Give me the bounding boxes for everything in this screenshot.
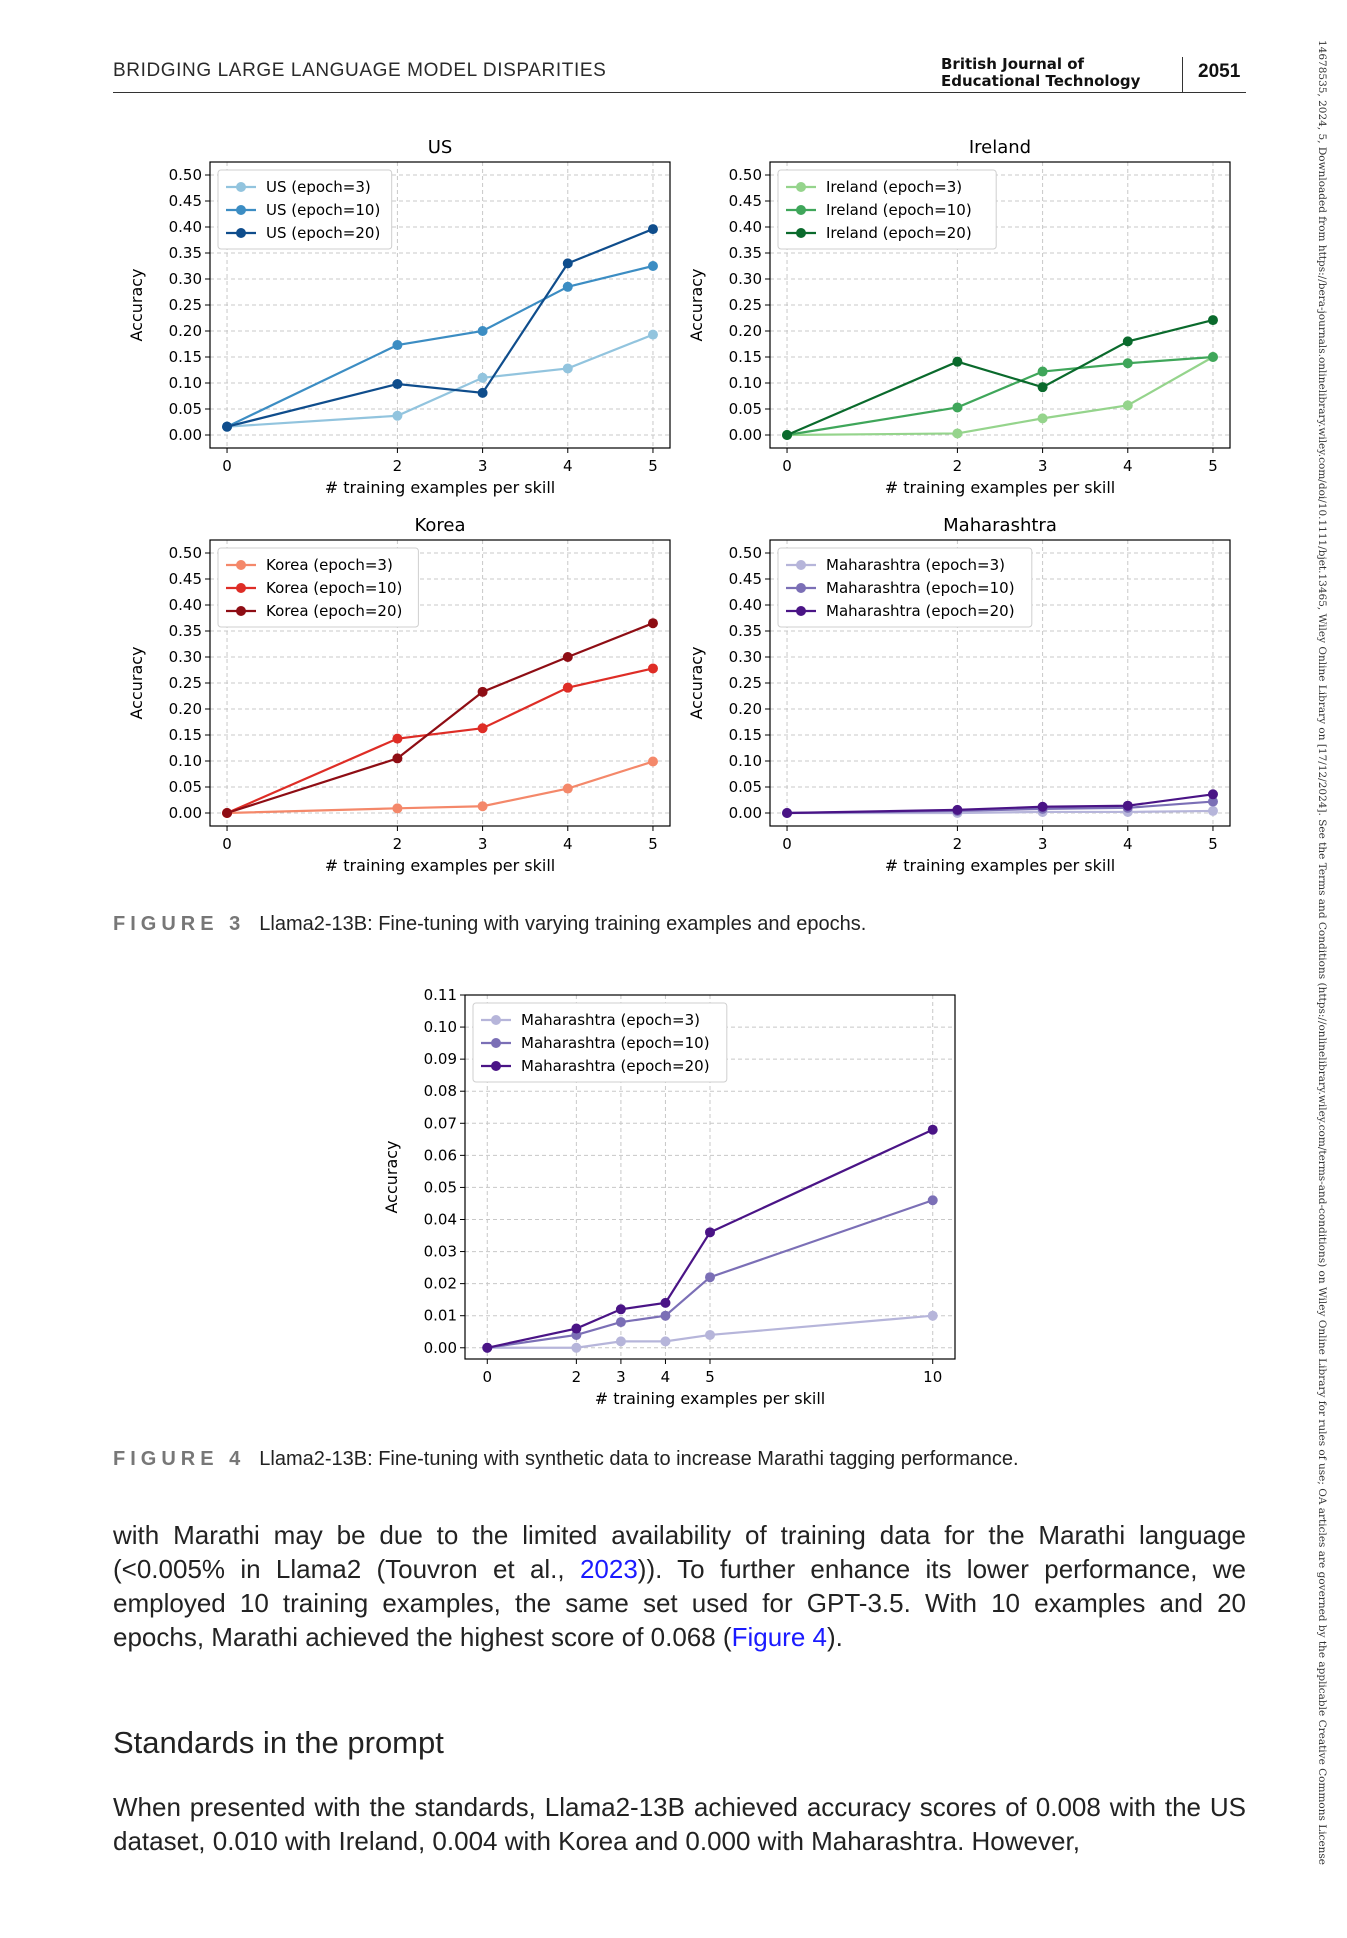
series-line xyxy=(227,335,653,427)
data-point xyxy=(1208,789,1218,799)
series-line xyxy=(487,1130,932,1348)
data-point xyxy=(563,282,573,292)
data-point xyxy=(563,652,573,662)
y-tick-label: 0.00 xyxy=(728,804,762,822)
y-tick-label: 0.05 xyxy=(168,778,202,796)
body-paragraph xyxy=(113,1518,1246,1654)
x-tick-label: 4 xyxy=(563,835,573,853)
legend-entry: US (epoch=3) xyxy=(266,178,371,196)
y-tick-label: 0.03 xyxy=(423,1242,457,1261)
data-point xyxy=(648,261,658,271)
data-point xyxy=(928,1195,938,1205)
data-point xyxy=(1038,413,1048,423)
y-axis-label: Accuracy xyxy=(127,268,146,342)
chart-title: Korea xyxy=(414,515,466,536)
y-tick-label: 0.30 xyxy=(728,648,762,666)
y-tick-label: 0.35 xyxy=(168,622,202,640)
y-tick-label: 0.08 xyxy=(423,1082,457,1101)
y-tick-label: 0.45 xyxy=(728,570,762,588)
legend-swatch-marker xyxy=(491,1015,501,1025)
data-point xyxy=(616,1304,626,1314)
legend-entry: Korea (epoch=20) xyxy=(266,602,403,620)
y-tick-label: 0.05 xyxy=(728,778,762,796)
legend-entry: Ireland (epoch=10) xyxy=(826,201,972,219)
data-point xyxy=(1038,382,1048,392)
y-tick-label: 0.40 xyxy=(728,596,762,614)
x-axis-label: # training examples per skill xyxy=(594,1389,826,1408)
data-point xyxy=(705,1330,715,1340)
x-tick-label: 2 xyxy=(392,835,403,853)
chart-ireland xyxy=(675,130,1245,510)
y-tick-label: 0.11 xyxy=(423,986,457,1004)
y-tick-label: 0.09 xyxy=(423,1050,457,1069)
figure4-caption xyxy=(113,1448,1019,1471)
y-tick-label: 0.10 xyxy=(168,752,202,770)
x-tick-label: 0 xyxy=(482,1368,493,1386)
figure3-caption-text: Llama2-13B: Fine-tuning with varying training examples and epochs. xyxy=(259,913,867,935)
data-point xyxy=(648,224,658,234)
y-tick-label: 0.10 xyxy=(728,374,762,392)
data-point xyxy=(648,663,658,673)
data-point xyxy=(1038,802,1048,812)
body-paragraph-2: When presented with the standards, Llama2-13B achieved accuracy scores of 0.008 with the US dataset, 0.010 with Ireland, 0.004 with Korea and 0.000 with Maharashtra. However, xyxy=(113,1792,1246,1856)
y-tick-label: 0.07 xyxy=(423,1114,457,1133)
y-tick-label: 0.25 xyxy=(728,296,762,314)
legend-swatch-marker xyxy=(236,560,246,570)
data-point xyxy=(1123,358,1133,368)
legend-entry: Maharashtra (epoch=10) xyxy=(826,579,1015,597)
data-point xyxy=(1038,367,1048,377)
series-line xyxy=(227,266,653,427)
y-tick-label: 0.05 xyxy=(728,400,762,418)
y-tick-label: 0.25 xyxy=(168,674,202,692)
data-point xyxy=(928,1125,938,1135)
x-tick-label: 3 xyxy=(477,835,488,853)
figure4-caption-text: Llama2-13B: Fine-tuning with synthetic data to increase Marathi tagging performance. xyxy=(259,1448,1019,1470)
x-tick-label: 0 xyxy=(222,457,232,475)
y-tick-label: 0.50 xyxy=(728,544,762,562)
data-point xyxy=(482,1343,492,1353)
x-axis-label: # training examples per skill xyxy=(884,478,1116,497)
figure4-label: FIGURE 4 xyxy=(113,1448,246,1470)
y-tick-label: 0.30 xyxy=(168,648,202,666)
legend-swatch-marker xyxy=(796,205,806,215)
data-point xyxy=(1208,806,1218,816)
figure-link[interactable]: Figure 4 xyxy=(731,1622,827,1652)
x-tick-label: 2 xyxy=(952,835,963,853)
y-axis-label: Accuracy xyxy=(687,268,706,342)
chart-maharashtra xyxy=(675,508,1245,888)
legend-entry: Korea (epoch=3) xyxy=(266,556,393,574)
section-heading: Standards in the prompt xyxy=(113,1725,444,1760)
data-point xyxy=(1208,315,1218,325)
y-tick-label: 0.01 xyxy=(423,1306,457,1325)
series-line xyxy=(787,357,1213,435)
x-tick-label: 3 xyxy=(477,457,488,475)
legend-swatch-marker xyxy=(236,606,246,616)
y-tick-label: 0.10 xyxy=(168,374,202,392)
x-tick-label: 5 xyxy=(648,835,658,853)
y-tick-label: 0.05 xyxy=(423,1178,457,1197)
legend-swatch-marker xyxy=(236,228,246,238)
data-point xyxy=(222,808,232,818)
y-tick-label: 0.02 xyxy=(423,1274,457,1293)
legend-entry: Maharashtra (epoch=10) xyxy=(521,1034,710,1052)
header-divider xyxy=(1182,57,1183,93)
y-tick-label: 0.00 xyxy=(423,1338,457,1357)
legend-entry: US (epoch=20) xyxy=(266,224,381,242)
figure3-label: FIGURE 3 xyxy=(113,913,246,935)
y-tick-label: 0.05 xyxy=(168,400,202,418)
y-tick-label: 0.50 xyxy=(728,166,762,184)
x-tick-label: 2 xyxy=(571,1368,582,1386)
data-point xyxy=(952,357,962,367)
data-point xyxy=(478,801,488,811)
x-tick-label: 4 xyxy=(563,457,573,475)
chart-title: Maharashtra xyxy=(943,515,1057,536)
journal-name-line1: British Journal of xyxy=(941,55,1085,73)
data-point xyxy=(571,1324,581,1334)
y-tick-label: 0.20 xyxy=(168,322,202,340)
y-tick-label: 0.04 xyxy=(423,1210,457,1229)
legend-entry: Korea (epoch=10) xyxy=(266,579,403,597)
series-line xyxy=(787,357,1213,435)
data-point xyxy=(563,683,573,693)
data-point xyxy=(952,805,962,815)
series-line xyxy=(227,668,653,813)
y-tick-label: 0.45 xyxy=(168,570,202,588)
x-axis-label: # training examples per skill xyxy=(324,856,556,875)
chart-maharashtra-synthetic xyxy=(382,985,965,1415)
data-point xyxy=(222,422,232,432)
data-point xyxy=(392,753,402,763)
y-tick-label: 0.40 xyxy=(168,218,202,236)
data-point xyxy=(660,1336,670,1346)
series-line xyxy=(787,320,1213,435)
y-tick-label: 0.06 xyxy=(423,1146,457,1165)
y-tick-label: 0.25 xyxy=(168,296,202,314)
x-tick-label: 10 xyxy=(923,1368,943,1386)
legend-entry: Ireland (epoch=3) xyxy=(826,178,963,196)
x-tick-label: 4 xyxy=(1123,835,1133,853)
legend-swatch-marker xyxy=(236,205,246,215)
x-axis-label: # training examples per skill xyxy=(884,856,1116,875)
data-point xyxy=(616,1317,626,1327)
data-point xyxy=(1208,352,1218,362)
legend-swatch-marker xyxy=(796,606,806,616)
y-tick-label: 0.40 xyxy=(728,218,762,236)
paragraph-text-a: with Marathi may be due to the limited availability of training data for the Marathi language (<0.005% in Llama2 (Touvron et al., xyxy=(113,1520,1246,1584)
data-point xyxy=(392,734,402,744)
data-point xyxy=(782,808,792,818)
legend-entry: Ireland (epoch=20) xyxy=(826,224,972,242)
journal-name xyxy=(941,56,1140,90)
y-tick-label: 0.15 xyxy=(728,348,762,366)
data-point xyxy=(478,388,488,398)
legend-entry: Maharashtra (epoch=3) xyxy=(826,556,1006,574)
x-tick-label: 3 xyxy=(616,1368,626,1386)
legend-entry: Maharashtra (epoch=20) xyxy=(826,602,1015,620)
paragraph-text-b: )). To further enhance its lower performance, we employed 10 training examples, the same set used for GPT-3.5. With 10 examples and 20 epochs, Marathi achieved the highest score of 0.068 ( xyxy=(113,1554,1246,1652)
y-tick-label: 0.25 xyxy=(728,674,762,692)
download-notice-sidebar xyxy=(1316,40,1334,1920)
y-axis-label: Accuracy xyxy=(382,1140,401,1214)
legend-swatch-marker xyxy=(796,583,806,593)
x-tick-label: 3 xyxy=(1037,457,1048,475)
y-tick-label: 0.35 xyxy=(168,244,202,262)
data-point xyxy=(660,1311,670,1321)
data-point xyxy=(571,1343,581,1353)
data-point xyxy=(1123,336,1133,346)
data-point xyxy=(563,784,573,794)
y-axis-label: Accuracy xyxy=(127,646,146,720)
legend-entry: Maharashtra (epoch=20) xyxy=(521,1057,710,1075)
x-tick-label: 0 xyxy=(782,457,792,475)
y-tick-label: 0.35 xyxy=(728,244,762,262)
legend-entry: Maharashtra (epoch=3) xyxy=(521,1011,701,1029)
y-tick-label: 0.20 xyxy=(168,700,202,718)
legend-swatch-marker xyxy=(796,560,806,570)
y-tick-label: 0.30 xyxy=(168,270,202,288)
y-tick-label: 0.40 xyxy=(168,596,202,614)
figure3-caption xyxy=(113,913,866,936)
data-point xyxy=(928,1311,938,1321)
x-tick-label: 4 xyxy=(1123,457,1133,475)
x-tick-label: 5 xyxy=(1208,457,1218,475)
chart-title: US xyxy=(427,137,453,158)
data-point xyxy=(392,379,402,389)
data-point xyxy=(1123,400,1133,410)
download-notice-text: 14678535, 2024, 5, Downloaded from https://bera-journals.onlinelibrary.wiley.com/doi/10.1111/bjet.13465, Wiley Online Library on [17/12/2024]. See the Terms and Conditions (https://onlinelibrary.wiley.com/terms-and-conditions) on Wiley Online Library for rules of use; OA articles are governed by the applicable Creative Commons License xyxy=(1316,40,1328,1866)
y-tick-label: 0.45 xyxy=(728,192,762,210)
journal-name-line2: Educational Technology xyxy=(941,72,1141,90)
paragraph-text-c: ). xyxy=(826,1622,843,1652)
data-point xyxy=(648,330,658,340)
data-point xyxy=(705,1272,715,1282)
data-point xyxy=(563,363,573,373)
x-tick-label: 3 xyxy=(1037,835,1048,853)
chart-us xyxy=(115,130,685,510)
y-tick-label: 0.15 xyxy=(728,726,762,744)
y-tick-label: 0.30 xyxy=(728,270,762,288)
chart-korea xyxy=(115,508,685,888)
chart-title: Ireland xyxy=(968,137,1032,158)
running-title: BRIDGING LARGE LANGUAGE MODEL DISPARITIES xyxy=(113,60,607,81)
y-tick-label: 0.10 xyxy=(423,1018,457,1037)
y-tick-label: 0.20 xyxy=(728,700,762,718)
page-number: 2051 xyxy=(1198,61,1241,82)
y-tick-label: 0.15 xyxy=(168,348,202,366)
data-point xyxy=(1123,801,1133,811)
data-point xyxy=(478,373,488,383)
data-point xyxy=(648,757,658,767)
citation-link[interactable]: 2023 xyxy=(579,1554,638,1584)
header-rule xyxy=(113,92,1246,93)
x-tick-label: 2 xyxy=(392,457,403,475)
y-axis-label: Accuracy xyxy=(687,646,706,720)
data-point xyxy=(478,326,488,336)
y-tick-label: 0.15 xyxy=(168,726,202,744)
x-tick-label: 4 xyxy=(660,1368,671,1386)
data-point xyxy=(616,1336,626,1346)
data-point xyxy=(705,1227,715,1237)
data-point xyxy=(660,1298,670,1308)
x-tick-label: 5 xyxy=(705,1368,715,1386)
data-point xyxy=(563,258,573,268)
x-tick-label: 0 xyxy=(222,835,232,853)
legend-swatch-marker xyxy=(491,1038,501,1048)
y-tick-label: 0.50 xyxy=(168,166,202,184)
data-point xyxy=(648,618,658,628)
y-tick-label: 0.50 xyxy=(168,544,202,562)
data-point xyxy=(392,340,402,350)
y-tick-label: 0.10 xyxy=(728,752,762,770)
data-point xyxy=(478,687,488,697)
data-point xyxy=(782,430,792,440)
y-tick-label: 0.35 xyxy=(728,622,762,640)
x-tick-label: 2 xyxy=(952,457,963,475)
y-tick-label: 0.00 xyxy=(168,804,202,822)
x-axis-label: # training examples per skill xyxy=(324,478,556,497)
y-tick-label: 0.45 xyxy=(168,192,202,210)
data-point xyxy=(392,803,402,813)
x-tick-label: 5 xyxy=(1208,835,1218,853)
legend-entry: US (epoch=10) xyxy=(266,201,381,219)
legend-swatch-marker xyxy=(236,583,246,593)
legend-swatch-marker xyxy=(796,182,806,192)
data-point xyxy=(392,411,402,421)
data-point xyxy=(952,402,962,412)
legend-swatch-marker xyxy=(236,182,246,192)
data-point xyxy=(952,428,962,438)
legend-swatch-marker xyxy=(491,1061,501,1071)
y-tick-label: 0.00 xyxy=(728,426,762,444)
data-point xyxy=(478,723,488,733)
y-tick-label: 0.20 xyxy=(728,322,762,340)
x-tick-label: 0 xyxy=(782,835,792,853)
legend-swatch-marker xyxy=(796,228,806,238)
x-tick-label: 5 xyxy=(648,457,658,475)
y-tick-label: 0.00 xyxy=(168,426,202,444)
